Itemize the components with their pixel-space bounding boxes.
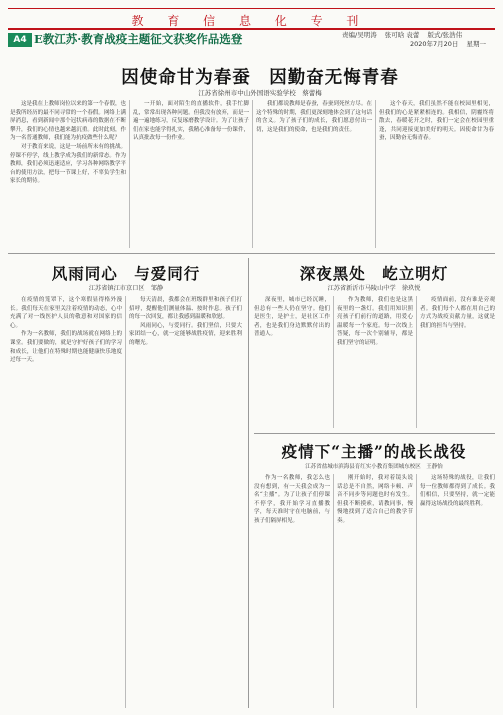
column-rule	[252, 100, 253, 248]
column-rule	[416, 296, 417, 428]
article2-col1	[10, 296, 122, 708]
article4-title: 疫情下“主播”的战长战役	[281, 442, 467, 461]
masthead-title: 教 育 信 息 化 专 刊	[131, 14, 369, 28]
article1-author: 江苏省徐州市中山外国语实验学校 蔡蕾梅	[198, 89, 322, 97]
article4-col1	[254, 474, 330, 708]
article3-col3	[420, 296, 495, 428]
article1-col2	[133, 100, 249, 248]
article4-col2	[337, 474, 413, 708]
article1-title: 因使命甘为春蚕 因勤奋无悔青春	[121, 68, 399, 88]
column-rule	[333, 474, 334, 708]
proofread: 张可晗 袁蕾	[384, 31, 420, 39]
issue-date: 2020年7月20日	[409, 40, 459, 48]
masthead-bottom-rule	[8, 28, 495, 30]
article3-paragraph: 疫情面前，没有谁是旁观者。我们每个人都在用自己的方式为战疫贡献力量，这就是我们的担当与坚持。	[420, 297, 495, 329]
issue-weekday: 星期一	[466, 40, 486, 48]
editor: 责编/吴明涛	[342, 31, 377, 39]
article2-title: 风雨同心 与爱同行	[51, 264, 201, 283]
article2-paragraph: 作为一名教师，我们的战场就在网络上的课堂。我们要做的，就是守护好孩子们的学习和成长，让他们在特殊时期也能健康快乐地度过每一天。	[10, 331, 122, 364]
section-divider	[254, 433, 495, 434]
article1-paragraph: 一开始，面对陌生的直播软件，我手忙脚乱，常常出现各种问题。但我没有放弃，而是一遍一遍地练习，反复琢磨教学设计。为了让孩子们在家也能学得扎实，我精心准备每一份课件，认真批改每一份作业。	[133, 101, 249, 142]
column-rule	[129, 100, 130, 248]
article4-paragraph: 作为一名教师，我怎么也没有想到，有一天我会成为一名“主播”。为了让孩子们停课不停学，我开始学习直播教学，每天准时守在电脑前，与孩子们隔屏相见。	[254, 475, 330, 524]
column-rule	[333, 296, 334, 428]
article3-author: 江苏省新沂市马陵山中学 徐玖悦	[327, 285, 421, 292]
article3-title: 深夜黑处 屹立明灯	[299, 264, 449, 283]
article2-col2	[129, 296, 242, 708]
page-code-badge: A4	[8, 33, 32, 47]
page-meta	[342, 31, 496, 49]
column-rule	[375, 100, 376, 248]
article1-paragraph: 这是我在上教师岗位以来的第一个春假，也是我所经历的最不同寻常的一个春假。网络上满屏消息，看到新闻中那个冠状病毒的数据在不断攀升，我们的心情也越来越沉重。此时此刻，作为一名普通教师，我们能为抗疫做些什么呢？	[10, 101, 126, 142]
article1-paragraph: 我们都说教师是春蚕，春蚕到死丝方尽。在这个特殊的时期，我们更深刻地体会到了这句话的含义。为了孩子们的成长，我们愿意付出一切，这是我们的使命，也是我们的责任。	[256, 101, 372, 133]
article4-col3	[420, 474, 495, 708]
article1-col3	[256, 100, 372, 248]
article3-paragraph: 深夜里，城市已经沉睡，但总有一些人仍在坚守。他们是医生，是护士，是社区工作者，也是我们身边默默付出的普通人。	[254, 297, 330, 338]
section-title: E教江苏·教育战疫主题征文获奖作品选登	[34, 32, 243, 46]
article4-paragraph: 刚开始时，我对着镜头说话总是不自然，网络卡顿、声音不同步等问题也时有发生。但我不断摸索，请教同事，慢慢地找到了适合自己的教学节奏。	[337, 475, 413, 524]
article2-author: 江苏省镇江市京口区 邹静	[88, 285, 164, 292]
article1-paragraph: 对于教育来说，这是一场前所未有的挑战。停课不停学，线上教学成为我们的新常态。作为教师，我们必须迅速适应，学习各种网络教学平台的使用方法，把每一节课上好，不辜负学生和家长的期待。	[10, 143, 126, 185]
article2-paragraph: 每天清晨，我都会在班级群里和孩子们打招呼，提醒他们测量体温、按时作息。孩子们的每一次回复，都让我感到温暖和欣慰。	[129, 297, 242, 321]
article1-col4	[379, 100, 494, 248]
masthead-top-rule	[8, 8, 495, 9]
article1-paragraph: 这个春天，我们虽然不能在校园里相见，但我们的心是紧紧相连的。我相信，阴霾终将散去，春暖花开之时，我们一定会在校园里重逢，共同迎接更加美好的明天。因使命甘为春蚕，因勤奋无悔青春。	[379, 101, 494, 142]
article4-author: 江苏省盐城市滨海县育红实小教育集团城东校区 王静怡	[305, 464, 443, 470]
article3-col2	[337, 296, 413, 428]
article4-paragraph: 这场特殊的战役，让我们每一位教师都得到了成长。我们相信，只要坚持，就一定能赢得这场战役的最终胜利。	[420, 475, 495, 507]
article3-paragraph: 作为教师，我们也是这黑夜里的一盏灯。我们用知识照亮孩子们前行的道路，用爱心温暖每一个家庭。每一次线上答疑，每一次个别辅导，都是我们坚守的证明。	[337, 297, 413, 346]
page-column-divider	[248, 258, 249, 708]
article3-col1	[254, 296, 330, 428]
section-divider	[8, 253, 495, 254]
article2-paragraph: 风雨同心，与爱同行。我们坚信，只要大家团结一心，就一定能够战胜疫情，迎来胜利的曙光。	[129, 322, 242, 346]
column-rule	[125, 296, 126, 708]
article2-paragraph: 在疫情的笼罩下，这个寒假显得格外漫长。我们每天在家里关注着疫情的动态，心中充满了对一线医护人员的敬意和对国家的信心。	[10, 297, 122, 329]
design: 版式/张浩伟	[427, 31, 463, 39]
column-rule	[416, 474, 417, 708]
article1-col1	[10, 100, 126, 248]
